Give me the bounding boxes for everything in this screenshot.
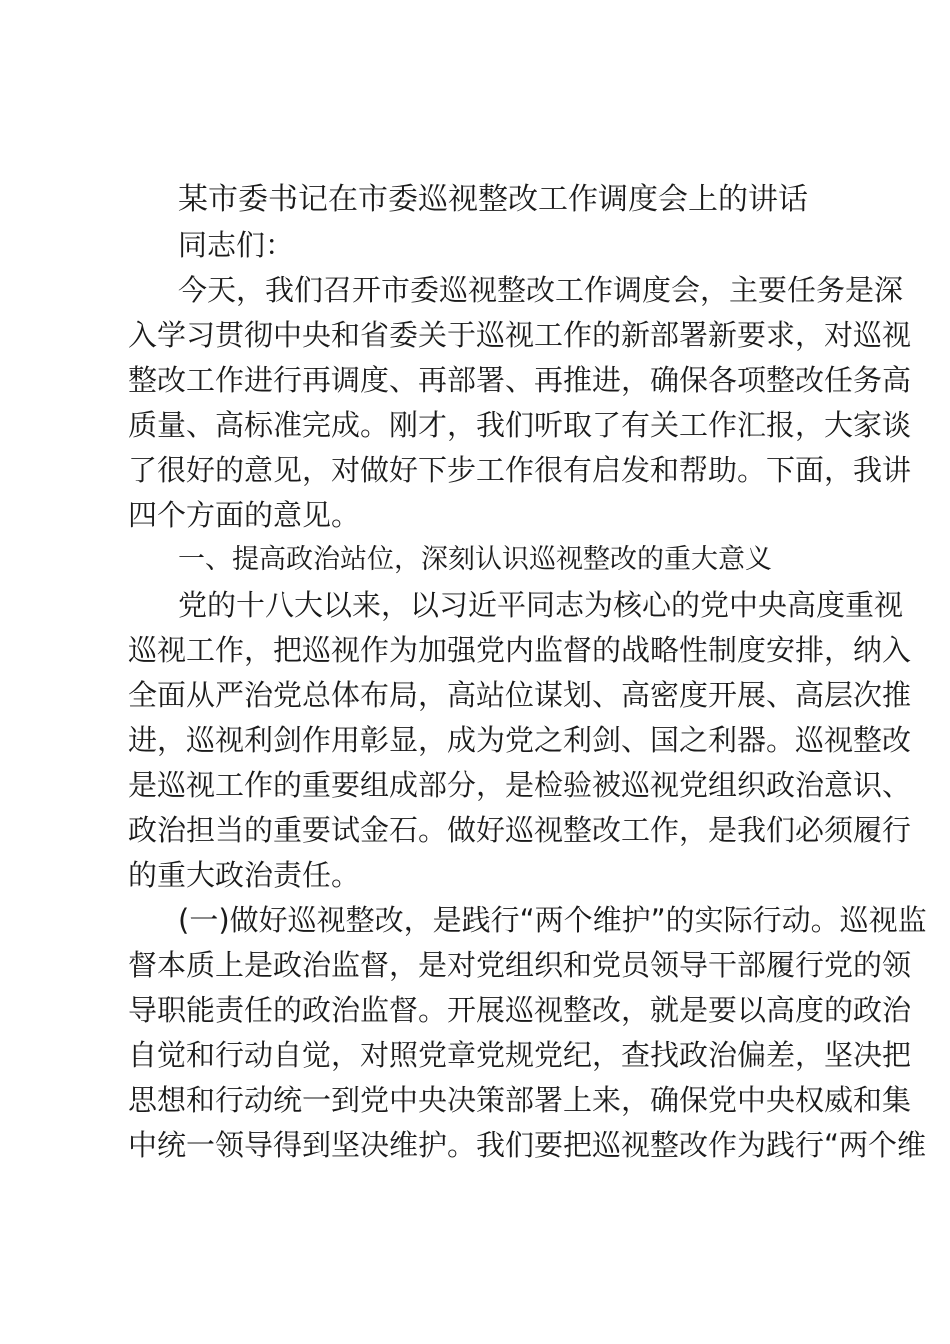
paragraph-line: 自觉和行动自觉，对照党章党规党纪，查找政治偏差，坚决把 bbox=[128, 1038, 912, 1072]
paragraph-line: 全面从严治党总体布局，高站位谋划、高密度开展、高层次推 bbox=[128, 678, 912, 712]
section-heading: 一、提高政治站位，深刻认识巡视整改的重大意义 bbox=[178, 544, 772, 575]
document-title: 某市委书记在市委巡视整改工作调度会上的讲话 bbox=[178, 182, 808, 217]
paragraph-line: 思想和行动统一到党中央决策部署上来，确保党中央权威和集 bbox=[128, 1083, 912, 1117]
paragraph-line: 导职能责任的政治监督。开展巡视整改，就是要以高度的政治 bbox=[128, 993, 912, 1027]
paragraph-line: 是巡视工作的重要组成部分，是检验被巡视党组织政治意识、 bbox=[128, 768, 912, 802]
salutation: 同志们： bbox=[178, 228, 295, 262]
paragraph-line: 入学习贯彻中央和省委关于巡视工作的新部署新要求，对巡视 bbox=[128, 318, 912, 352]
paragraph-line: (一)做好巡视整改，是践行“两个维护”的实际行动。巡视监 bbox=[178, 903, 927, 937]
paragraph-line: 整改工作进行再调度、再部署、再推进，确保各项整改任务高 bbox=[128, 363, 912, 397]
paragraph-line: 巡视工作，把巡视作为加强党内监督的战略性制度安排，纳入 bbox=[128, 633, 912, 667]
paragraph-line: 党的十八大以来，以习近平同志为核心的党中央高度重视 bbox=[178, 588, 904, 622]
paragraph-line: 了很好的意见，对做好下步工作很有启发和帮助。下面，我讲 bbox=[128, 453, 912, 487]
paragraph-line: 的重大政治责任。 bbox=[128, 858, 361, 892]
paragraph-line: 中统一领导得到坚决维护。我们要把巡视整改作为践行“两个维 bbox=[128, 1128, 927, 1162]
paragraph-line: 质量、高标准完成。刚才，我们听取了有关工作汇报，大家谈 bbox=[128, 408, 912, 442]
paragraph-line: 今天，我们召开市委巡视整改工作调度会，主要任务是深 bbox=[178, 273, 904, 307]
paragraph-line: 政治担当的重要试金石。做好巡视整改工作，是我们必须履行 bbox=[128, 813, 912, 847]
paragraph-line: 四个方面的意见。 bbox=[128, 498, 361, 532]
paragraph-line: 督本质上是政治监督，是对党组织和党员领导干部履行党的领 bbox=[128, 948, 912, 982]
paragraph-line: 进，巡视利剑作用彰显，成为党之利剑、国之利器。巡视整改 bbox=[128, 723, 912, 757]
